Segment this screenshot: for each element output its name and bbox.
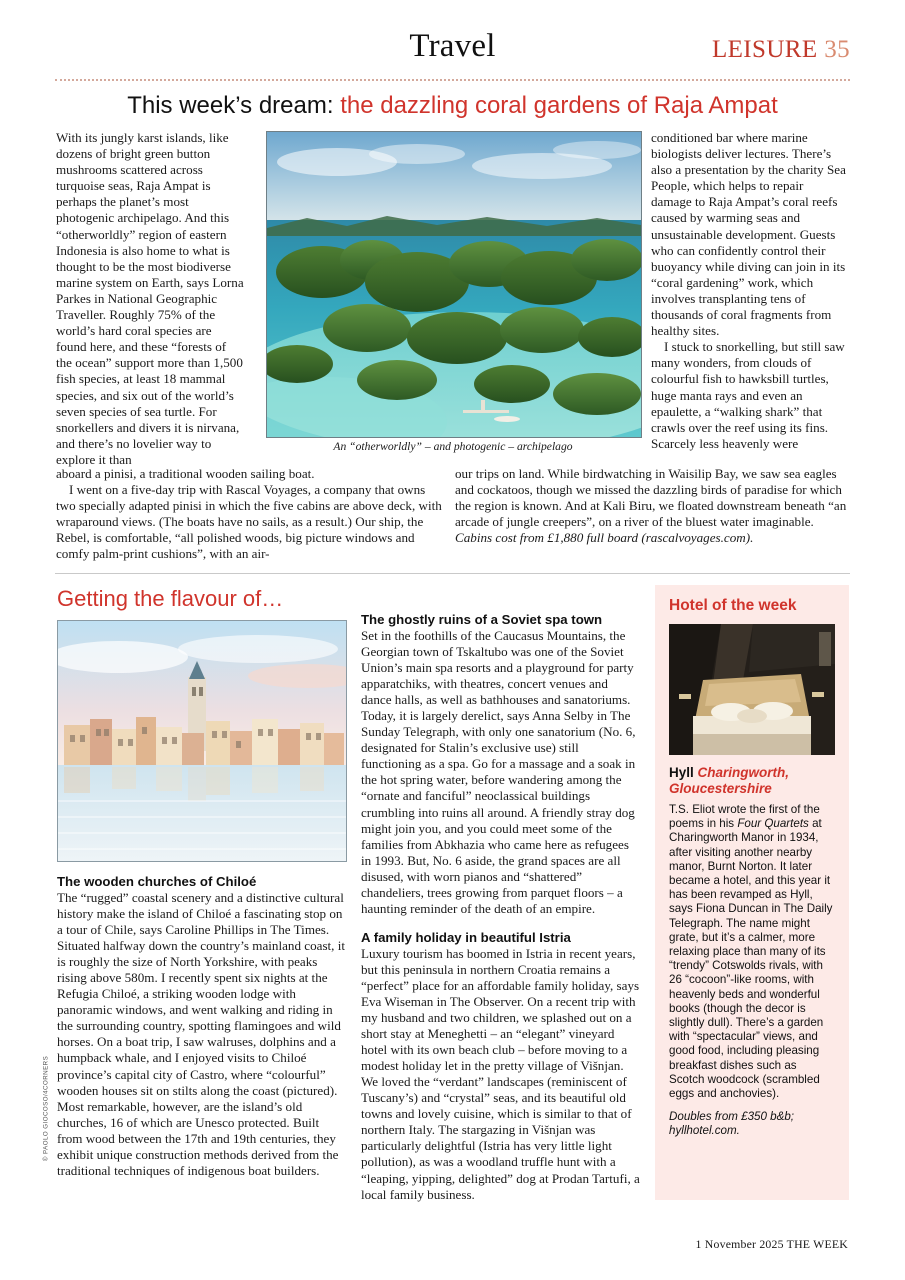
section-heading-flavour: Getting the flavour of…: [57, 586, 284, 611]
divider-solid: [55, 573, 850, 574]
page-title: Travel: [409, 28, 496, 64]
hotel-desc-part-2: at Charingworth Manor in 1934, after visiting another nearby manor, Burnt Norton. It later became a hotel, and this year it has been revamped as Hyll, says Fiona Duncan in The Daily Telegraph. The name might grate, but it’s a calmer, more relaxing place than many of its “trendy” Cotswolds rivals, with 26 “cocoon”-like rooms, with heavenly beds and wonderful books (though the decor is slightly dull). There’s a garden with “spectacular” views, and good food, including pleasing breakfast dishes such as Scotch woodcock (scrambled eggs and anchovies).: [669, 817, 833, 1101]
chiloe-image-illustration: [58, 621, 346, 861]
hotel-name-block: [669, 765, 835, 796]
column-left-bottom: [57, 620, 347, 1179]
article-heading-istria: A family holiday in beautiful Istria: [361, 929, 571, 945]
chiloe-image: [57, 620, 347, 862]
section-name: LEISURE: [711, 36, 818, 63]
hero-image-caption: An “otherworldly” – and photogenic – archipelago: [333, 440, 573, 453]
feature-column-right: [651, 130, 847, 452]
article-body-tskaltubo: Set in the foothills of the Caucasus Mountains, the Georgian town of Tskaltubo was one of the Soviet Union’s main spa resorts and a playground for party apparatchiks, with theatres, concert venues and dance halls, as well as bathhouses and sanatoriums. Today, it is largely derelict, says Anna Selby in The Sunday Telegraph, with only one sanatorium (No. 6, designated for Stalin’s exclusive use) still functioning as a spa. Go for a massage and a soak in the hot spring water, before wandering among the “ornate and fanciful” neoclassical buildings crumbling into ruins all around. A friendly stray dog might join you, and you could meet some of the families from Abkhazia who came here as refugees in 1993. But, No. 6 aside, the grand spaces are all disused, with worn pianos and “shattered” chandeliers, trees growing from parquet floors – a haunting reminder of the death of an empire.: [361, 628, 636, 916]
feature-booking-note: Cabins cost from £1,880 full board (rascalvoyages.com).: [455, 530, 754, 546]
page-footer: 1 November 2025 THE WEEK: [695, 1237, 848, 1251]
hotel-image: [669, 624, 835, 755]
feature-lower-left-line: aboard a pinisi, a traditional wooden sailing boat.: [56, 466, 315, 481]
page-number: 35: [824, 36, 850, 63]
hero-image-illustration: [267, 132, 641, 437]
hotel-description: [669, 803, 835, 1101]
column-middle-bottom: [361, 612, 641, 1203]
sidebar-hotel-of-the-week: [655, 585, 849, 1200]
feature-lower-left-para: I went on a five-day trip with Rascal Voyages, a company that owns two specially adapted pinisi in which the five cabins are above deck, with wraparound views. (The boats have no sails, as a result.) Our ship, the Rebel, is comfortable, “all polished woods, big picture windows and comfy palm-print cushions”, with an air-: [56, 482, 442, 562]
hotel-location: Charingworth, Gloucestershire: [669, 765, 790, 796]
headline-prefix: This week’s dream:: [127, 92, 341, 119]
section-label: [712, 36, 850, 64]
hotel-desc-part-1: T.S. Eliot wrote the first of the poems in his: [669, 803, 820, 831]
article-body-chiloe: The “rugged” coastal scenery and a distinctive cultural history make the island of Chiloé a fascinating stop on a tour of Chile, says Caroline Phillips in The Times. Situated halfway down the country’s mainland coast, it is roughly the size of North Yorkshire, with peaks rising above 580m. I recently spent six nights at the Refugia Chiloé, a striking wooden lodge with panoramic windows, and went walking and riding in the surrounding country, spotting flamingoes and wild horses. On a boat trip, I saw walruses, dolphins and a humpback whale, and I enjoyed visits to Chiloé province’s capital city of Castro, where “colourful” wooden houses sit on stilts along the coast (pictured). Most remarkable, however, are the island’s old churches, 16 of which are Unesco protected. Built from wood between the 17th and 19th centuries, they exhibit unique construction methods derived from the traditional techniques of indigenous boat builders.: [57, 890, 345, 1178]
hero-image-raja-ampat: [266, 131, 642, 438]
article-heading-tskaltubo: The ghostly ruins of a Soviet spa town: [361, 612, 603, 627]
masthead: [55, 28, 850, 76]
hotel-name: Hyll: [669, 765, 694, 780]
hotel-desc-italic: Four Quartets: [737, 817, 809, 831]
hotel-image-illustration: [669, 624, 835, 755]
feature-lower-left: [56, 466, 444, 563]
feature-right-para-1: conditioned bar where marine biologists deliver lectures. There’s also a presentation by the charity Sea People, which helps to repair damage to Raja Ampat’s coral reefs caused by warming seas and unsustainable development. Guests who can confidently control their buoyancy while diving can join in its “coral gardening” work, which involves transplanting tens of thousands of coral fragments from healthy sites.: [651, 130, 846, 339]
article-headline: [55, 92, 850, 120]
photo-credit: © PAOLO GIOCOSO/4CORNERS: [42, 1055, 50, 1162]
feature-right-para-2: I stuck to snorkelling, but still saw many wonders, from clouds of colourful fish to hawksbill turtles, huge manta rays and even an epaulette, a “walking shark” that crawls over the reef using its fins. Scarcely less heavenly were: [651, 339, 845, 451]
hotel-price-note: Doubles from £350 b&b; hyllhotel.com.: [669, 1110, 795, 1138]
divider-dotted: [55, 79, 850, 81]
feature-lower-right: [455, 466, 847, 546]
article-heading-chiloe: The wooden churches of Chiloé: [57, 874, 257, 889]
headline-highlight: the dazzling coral gardens of Raja Ampat: [340, 92, 778, 119]
article-body-istria: Luxury tourism has boomed in Istria in recent years, but this peninsula in northern Croatia remains a “perfect” place for an affordable family holiday, says Eva Wiseman in The Observer. On a recent trip with my husband and two children, we splashed out on a short stay at Meneghetti – an “elegant” vineyard hotel with its own beach club – before moving to a modest holiday let in the pretty village of Višnjan. We loved the “verdant” landscapes (reminiscent of Tuscany’s) and “crystal” seas, and its beautiful old towns and lovely cuisine, which is similar to that of northern Italy. The stargazing in Višnjan was particularly delightful (Istria has very little light pollution), as was a woodland truffle hunt with a “leaping, yipping, delighted” dog at Prodan Tartufi, a local family business.: [361, 945, 640, 1202]
feature-lower-right-text: our trips on land. While birdwatching in Waisilip Bay, we saw sea eagles and cockatoos, though we missed the dazzling birds of paradise for which the region is known. And at Kali Biru, we floated downstream beneath “an arcade of jungle creepers”, on a river of the bluest water imaginable.: [455, 466, 847, 530]
feature-column-left: With its jungly karst islands, like dozens of bright green button mushrooms scattered across turquoise seas, Raja Ampat is perhaps the planet’s most photogenic archipelago. And this “otherworldly” region of eastern Indonesia is also home to what is thought to be the most biodiverse marine system on Earth, says Lorna Parkes in National Geographic Traveller. Roughly 75% of the world’s hard coral species are found here, and these “forests of the ocean” support more than 1,500 fish species, at least 18 mammal species, and six out of the world’s seven species of sea turtle. For snorkellers and divers it is nirvana, and there’s no lovelier way to explore it than: [56, 130, 244, 467]
sidebar-title: Hotel of the week: [669, 597, 797, 614]
